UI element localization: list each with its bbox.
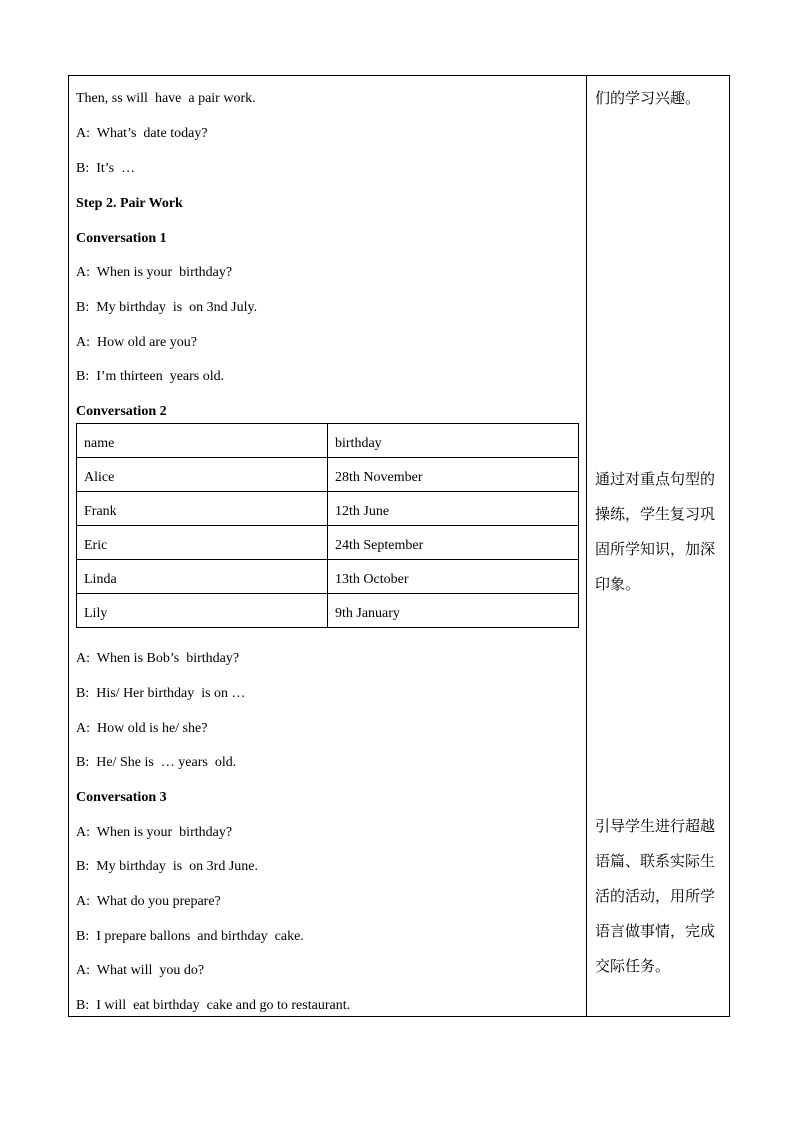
note-interest <box>595 81 723 116</box>
table-row <box>77 560 579 594</box>
cell-name: Eric <box>77 526 328 560</box>
note-line: 印象。 <box>595 575 641 593</box>
conv2-line-3: A: How old is he/ she? <box>76 721 208 736</box>
conv3-line-5: A: What will you do? <box>76 963 205 978</box>
birthday-table <box>76 423 579 628</box>
conv2-line-4: B: He/ She is … years old. <box>76 755 237 770</box>
cell-name: Alice <box>77 458 328 492</box>
cell-birthday: 12th June <box>328 492 579 526</box>
intro-line-1: Then, ss will have a pair work. <box>76 91 256 106</box>
table-row <box>77 458 579 492</box>
column-divider <box>586 75 587 1017</box>
cell-birthday: 13th October <box>328 560 579 594</box>
cell-birthday: 28th November <box>328 458 579 492</box>
cell-birthday: 9th January <box>328 594 579 628</box>
conversation-1-heading: Conversation 1 <box>76 231 167 246</box>
conversation-3-heading: Conversation 3 <box>76 790 167 805</box>
step2-heading: Step 2. Pair Work <box>76 196 183 211</box>
table-row <box>77 526 579 560</box>
note-line: 通过对重点句型的 <box>595 470 716 488</box>
conv2-line-1: A: When is Bob’s birthday? <box>76 651 240 666</box>
conversation-2-heading: Conversation 2 <box>76 404 167 419</box>
conv1-line-2: B: My birthday is on 3nd July. <box>76 300 258 315</box>
conv1-line-4: B: I’m thirteen years old. <box>76 369 225 384</box>
note-line: 引导学生进行超越 <box>595 817 716 835</box>
header-name: name <box>77 424 328 458</box>
note-line: 操练，学生复习巩 <box>595 505 716 523</box>
table-row <box>77 594 579 628</box>
conv3-line-1: A: When is your birthday? <box>76 825 233 840</box>
note-line: 固所学知识，加深 <box>595 540 716 558</box>
header-birthday: birthday <box>328 424 579 458</box>
note-line: 们的学习兴趣。 <box>595 89 701 107</box>
intro-line-2: A: What’s date today? <box>76 126 208 141</box>
conv2-line-2: B: His/ Her birthday is on … <box>76 686 246 701</box>
conv3-line-3: A: What do you prepare? <box>76 894 221 909</box>
note-pattern-practice <box>595 462 723 602</box>
cell-name: Linda <box>77 560 328 594</box>
conv3-line-2: B: My birthday is on 3rd June. <box>76 859 258 874</box>
conv1-line-3: A: How old are you? <box>76 335 197 350</box>
note-beyond-text <box>595 809 723 984</box>
note-line: 交际任务。 <box>595 957 671 975</box>
conv3-line-4: B: I prepare ballons and birthday cake. <box>76 929 304 944</box>
conv1-line-1: A: When is your birthday? <box>76 265 233 280</box>
conv3-line-6: B: I will eat birthday cake and go to restaurant. <box>76 998 351 1013</box>
table-row <box>77 492 579 526</box>
intro-line-3: B: It’s … <box>76 161 136 176</box>
cell-name: Frank <box>77 492 328 526</box>
note-line: 语篇、联系实际生 <box>595 852 716 870</box>
note-line: 语言做事情，完成 <box>595 922 716 940</box>
cell-birthday: 24th September <box>328 526 579 560</box>
cell-name: Lily <box>77 594 328 628</box>
table-header-row <box>77 424 579 458</box>
note-line: 活的活动，用所学 <box>595 887 716 905</box>
